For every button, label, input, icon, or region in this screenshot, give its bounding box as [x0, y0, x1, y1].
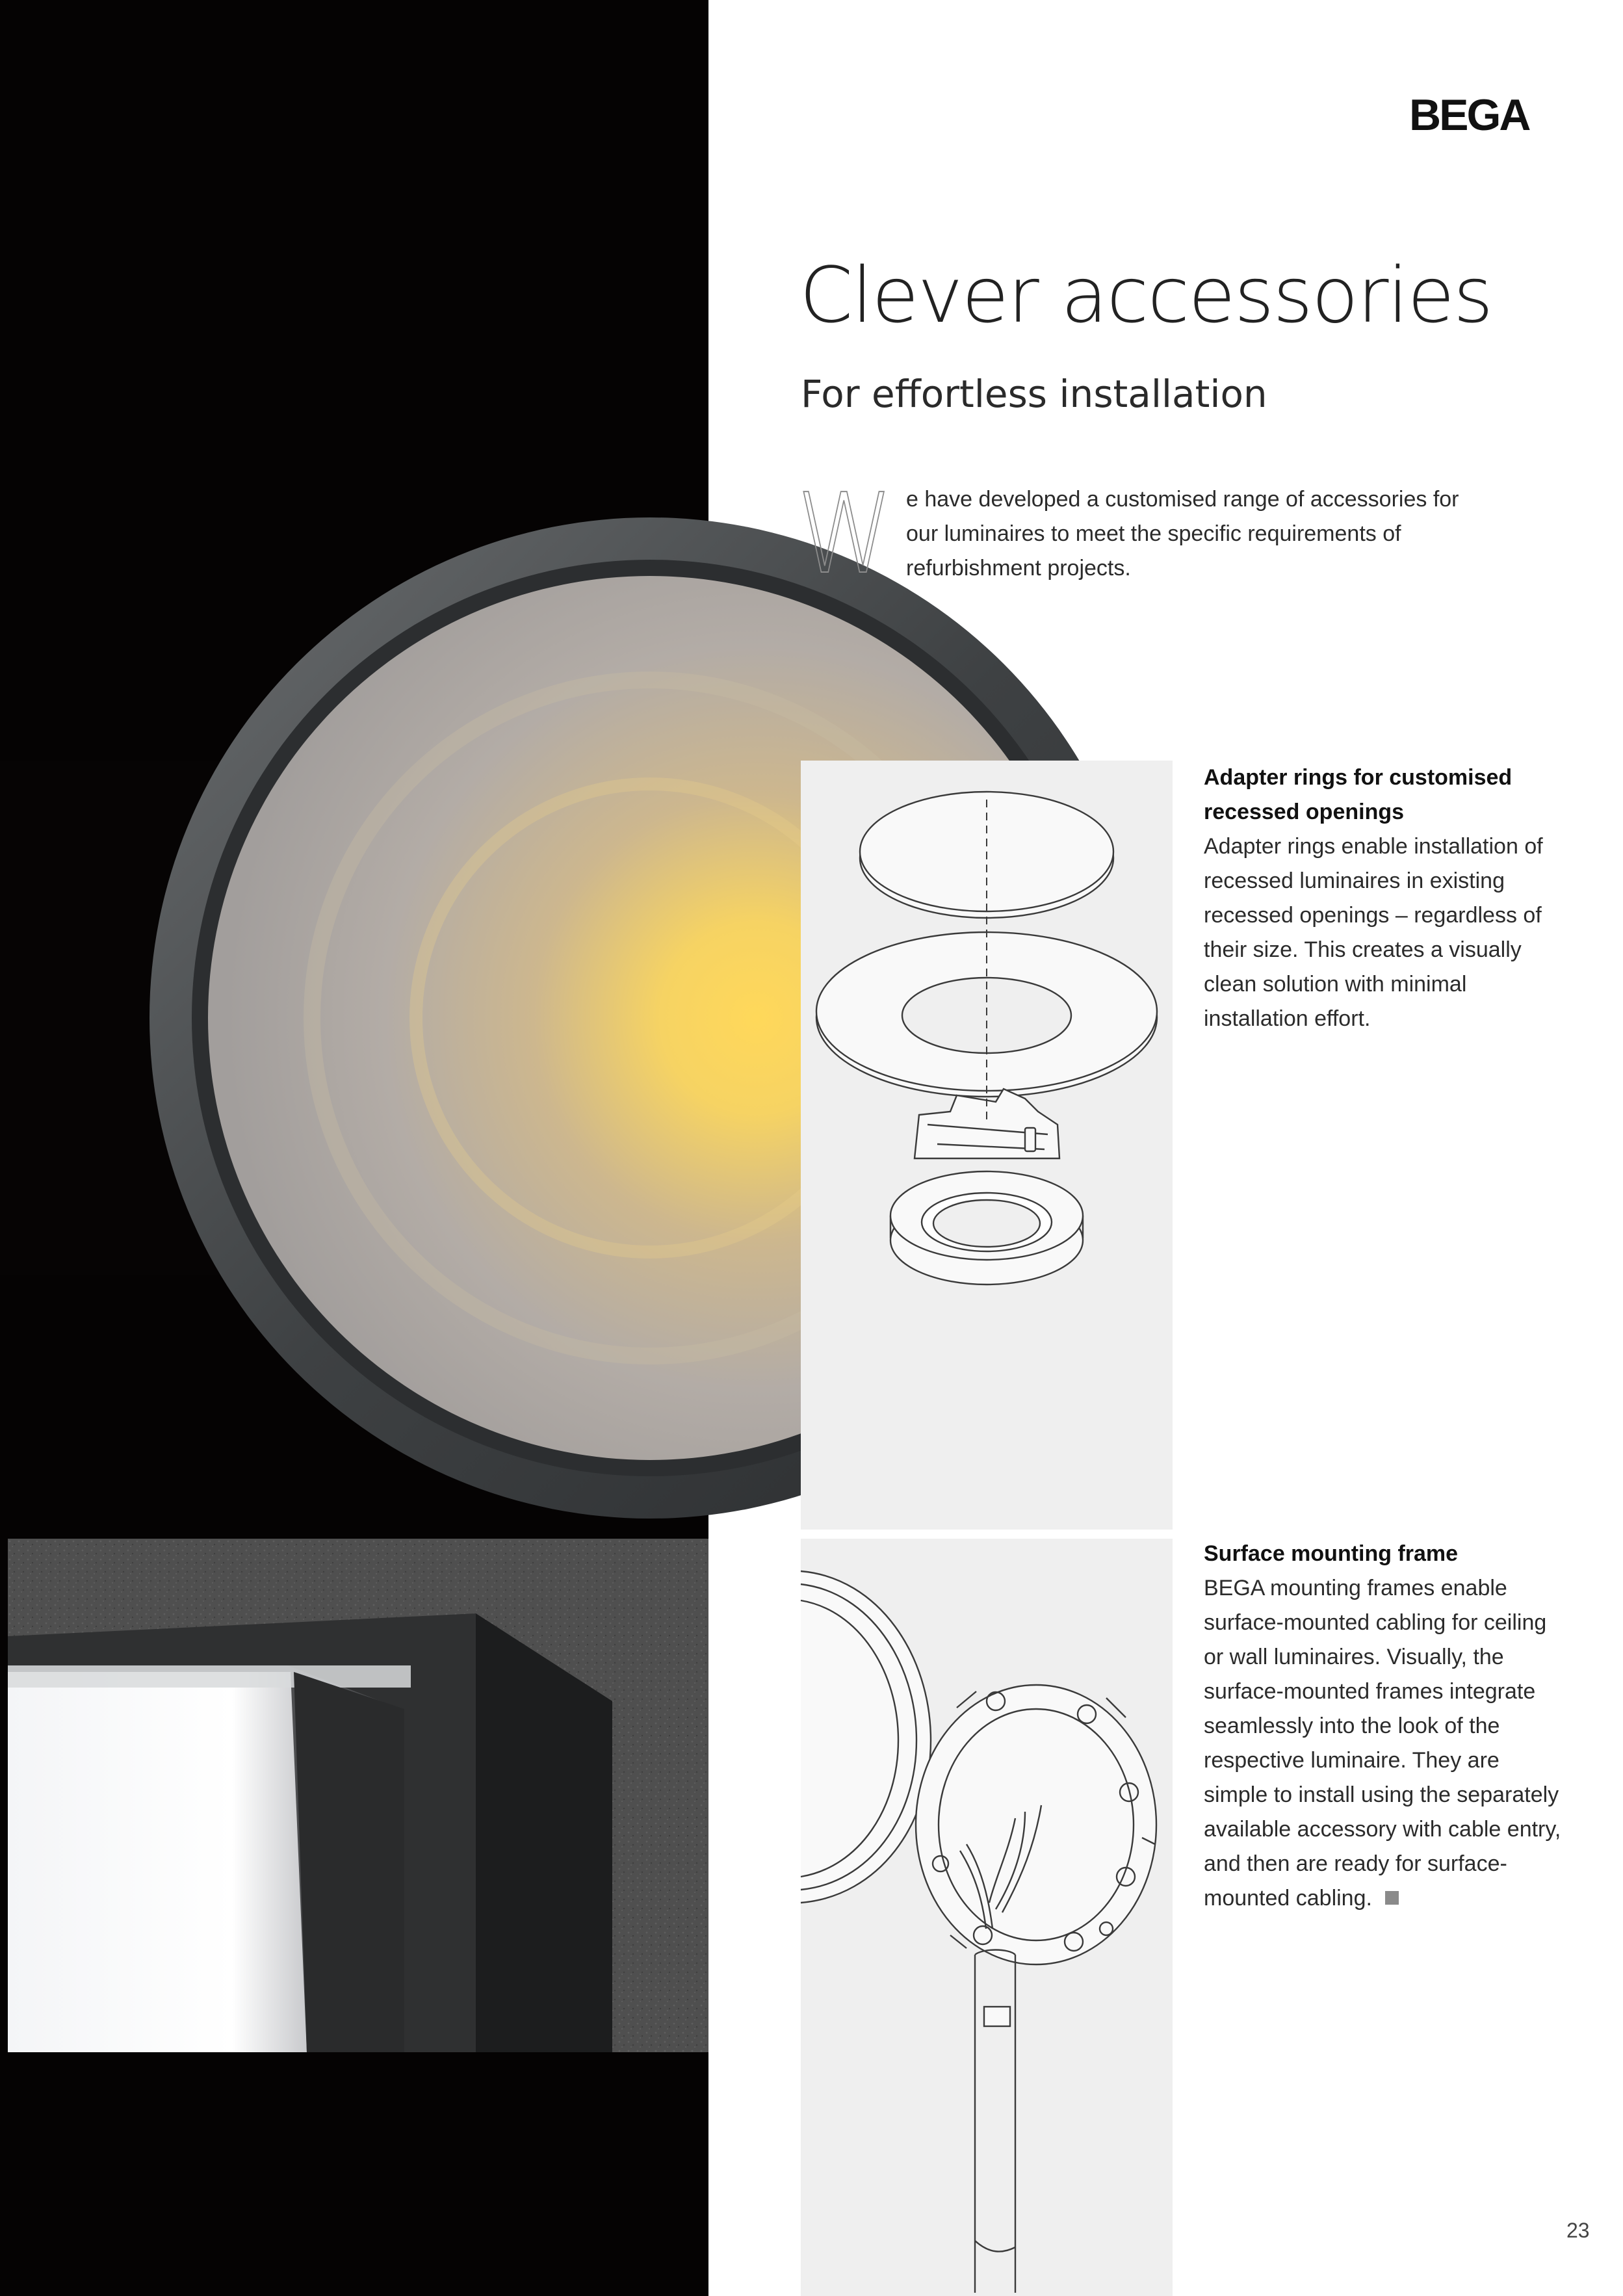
feature-title: Surface mounting frame — [1204, 1541, 1459, 1566]
wall-luminaire-photo — [8, 1539, 708, 2052]
feature-body-text: BEGA mounting frames enable surface-mounted cabling for ceiling or wall luminaires. Visually, the surface-mounted frames integrate seamlessly into the look of the respective luminaire. They are simple to install using the separately available accessory with cable entry, and then are ready for surface-mounted cabling. — [1204, 1576, 1561, 1911]
page-number: 23 — [1566, 2219, 1590, 2242]
feature-adapter-rings — [1204, 761, 1568, 1036]
feature-body — [1204, 1571, 1568, 1916]
page-subtitle: For effortless installation — [801, 372, 1267, 416]
intro-paragraph: e have developed a customised range of accessories for our luminaires to meet the specific requirements of refurbishment projects. — [906, 487, 1459, 581]
left-image-column — [0, 0, 708, 2296]
surface-mounting-frame-diagram — [801, 1539, 1173, 2296]
feature-title: Adapter rings for customised recessed openings — [1204, 765, 1513, 824]
drop-cap — [797, 470, 894, 599]
bega-logo: BEGA — [1409, 90, 1529, 140]
feature-surface-mounting-frame — [1204, 1537, 1568, 1916]
end-of-article-mark — [1385, 1891, 1399, 1905]
downlight-photo — [0, 761, 708, 1275]
feature-body: Adapter rings enable installation of recessed luminaires in existing recessed openings – regardless of their size. This creates a visually clean solution with minimal installation effort. — [1204, 834, 1543, 1031]
drop-cap-letter: W — [797, 470, 893, 599]
adapter-rings-diagram — [801, 761, 1173, 1530]
page-title: Clever accessories — [799, 250, 1492, 340]
